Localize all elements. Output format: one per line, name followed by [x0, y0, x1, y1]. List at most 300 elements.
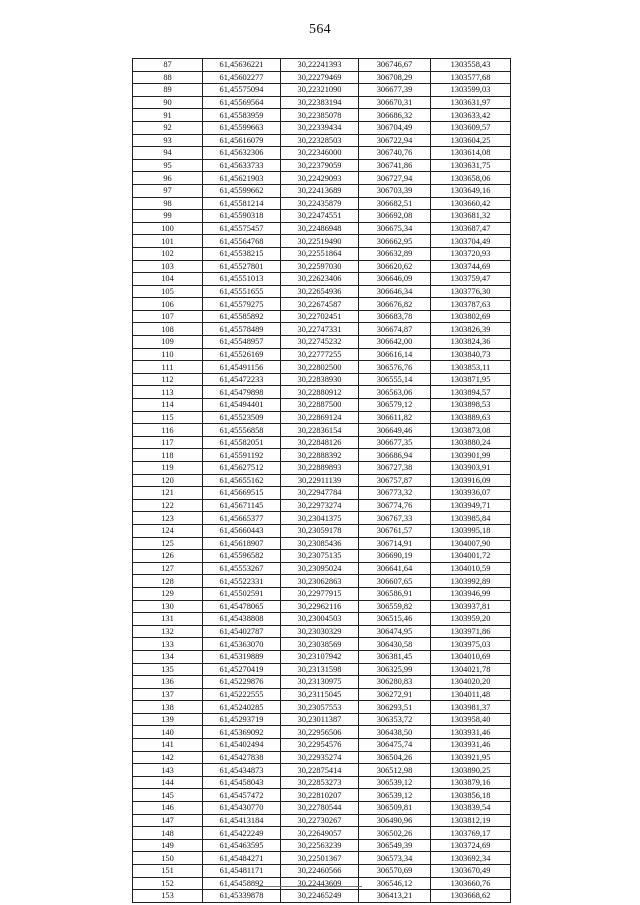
- latitude-cell: 61,45618907: [203, 537, 281, 550]
- x-coordinate-cell: 306474,95: [359, 625, 431, 638]
- y-coordinate-cell: 1303687,47: [431, 222, 511, 235]
- y-coordinate-cell: 1303670,49: [431, 865, 511, 878]
- latitude-cell: 61,45523509: [203, 411, 281, 424]
- latitude-cell: 61,45616079: [203, 134, 281, 147]
- point-number-cell: 124: [133, 524, 203, 537]
- longitude-cell: 30,23004503: [281, 613, 359, 626]
- x-coordinate-cell: 306570,69: [359, 865, 431, 878]
- x-coordinate-cell: 306683,78: [359, 310, 431, 323]
- longitude-cell: 30,22780544: [281, 802, 359, 815]
- x-coordinate-cell: 306549,39: [359, 839, 431, 852]
- table-row: [133, 865, 511, 878]
- table-row: [133, 298, 511, 311]
- table-row: [133, 222, 511, 235]
- table-row: [133, 512, 511, 525]
- longitude-cell: 30,22869124: [281, 411, 359, 424]
- table-row: [133, 184, 511, 197]
- table-row: [133, 688, 511, 701]
- table-row: [133, 789, 511, 802]
- x-coordinate-cell: 306740,76: [359, 147, 431, 160]
- y-coordinate-cell: 1303839,54: [431, 802, 511, 815]
- y-coordinate-cell: 1303873,08: [431, 424, 511, 437]
- y-coordinate-cell: 1303759,47: [431, 273, 511, 286]
- point-number-cell: 92: [133, 121, 203, 134]
- x-coordinate-cell: 306413,21: [359, 890, 431, 903]
- y-coordinate-cell: 1303856,18: [431, 789, 511, 802]
- latitude-cell: 61,45270419: [203, 663, 281, 676]
- table-row: [133, 827, 511, 840]
- y-coordinate-cell: 1303599,03: [431, 84, 511, 97]
- table-row: [133, 524, 511, 537]
- x-coordinate-cell: 306620,62: [359, 260, 431, 273]
- longitude-cell: 30,22977915: [281, 587, 359, 600]
- x-coordinate-cell: 306757,87: [359, 474, 431, 487]
- latitude-cell: 61,45472233: [203, 373, 281, 386]
- x-coordinate-cell: 306727,94: [359, 172, 431, 185]
- point-number-cell: 88: [133, 71, 203, 84]
- latitude-cell: 61,45457472: [203, 789, 281, 802]
- y-coordinate-cell: 1304020,20: [431, 676, 511, 689]
- x-coordinate-cell: 306649,46: [359, 424, 431, 437]
- point-number-cell: 141: [133, 739, 203, 752]
- x-coordinate-cell: 306430,58: [359, 638, 431, 651]
- point-number-cell: 109: [133, 336, 203, 349]
- table-row: [133, 323, 511, 336]
- point-number-cell: 114: [133, 399, 203, 412]
- point-number-cell: 113: [133, 386, 203, 399]
- longitude-cell: 30,22460566: [281, 865, 359, 878]
- longitude-cell: 30,22623406: [281, 273, 359, 286]
- table-row: [133, 399, 511, 412]
- y-coordinate-cell: 1304010,59: [431, 562, 511, 575]
- longitude-cell: 30,22956506: [281, 726, 359, 739]
- x-coordinate-cell: 306646,09: [359, 273, 431, 286]
- latitude-cell: 61,45579275: [203, 298, 281, 311]
- latitude-cell: 61,45319889: [203, 650, 281, 663]
- x-coordinate-cell: 306703,39: [359, 184, 431, 197]
- point-number-cell: 115: [133, 411, 203, 424]
- point-number-cell: 89: [133, 84, 203, 97]
- latitude-cell: 61,45564768: [203, 235, 281, 248]
- longitude-cell: 30,23107942: [281, 650, 359, 663]
- y-coordinate-cell: 1303880,24: [431, 436, 511, 449]
- point-number-cell: 144: [133, 776, 203, 789]
- x-coordinate-cell: 306475,74: [359, 739, 431, 752]
- longitude-cell: 30,22745232: [281, 336, 359, 349]
- y-coordinate-cell: 1303631,75: [431, 159, 511, 172]
- y-coordinate-cell: 1303631,97: [431, 96, 511, 109]
- longitude-cell: 30,22747331: [281, 323, 359, 336]
- point-number-cell: 105: [133, 285, 203, 298]
- y-coordinate-cell: 1303776,30: [431, 285, 511, 298]
- point-number-cell: 117: [133, 436, 203, 449]
- footer-rule: [258, 886, 362, 887]
- latitude-cell: 61,45602277: [203, 71, 281, 84]
- x-coordinate-cell: 306502,26: [359, 827, 431, 840]
- x-coordinate-cell: 306722,94: [359, 134, 431, 147]
- table-row: [133, 310, 511, 323]
- x-coordinate-cell: 306682,51: [359, 197, 431, 210]
- table-row: [133, 134, 511, 147]
- latitude-cell: 61,45599662: [203, 184, 281, 197]
- y-coordinate-cell: 1303995,18: [431, 524, 511, 537]
- longitude-cell: 30,22465249: [281, 890, 359, 903]
- point-number-cell: 136: [133, 676, 203, 689]
- table-row: [133, 71, 511, 84]
- longitude-cell: 30,23041375: [281, 512, 359, 525]
- latitude-cell: 61,45222555: [203, 688, 281, 701]
- point-number-cell: 90: [133, 96, 203, 109]
- y-coordinate-cell: 1303769,17: [431, 827, 511, 840]
- latitude-cell: 61,45538215: [203, 247, 281, 260]
- point-number-cell: 94: [133, 147, 203, 160]
- x-coordinate-cell: 306662,95: [359, 235, 431, 248]
- latitude-cell: 61,45481171: [203, 865, 281, 878]
- point-number-cell: 134: [133, 650, 203, 663]
- table-row: [133, 436, 511, 449]
- point-number-cell: 106: [133, 298, 203, 311]
- table-row: [133, 273, 511, 286]
- longitude-cell: 30,23115045: [281, 688, 359, 701]
- y-coordinate-cell: 1304007,90: [431, 537, 511, 550]
- table-row: [133, 877, 511, 890]
- longitude-cell: 30,22519490: [281, 235, 359, 248]
- table-row: [133, 260, 511, 273]
- table-row: [133, 814, 511, 827]
- x-coordinate-cell: 306509,81: [359, 802, 431, 815]
- longitude-cell: 30,22563239: [281, 839, 359, 852]
- point-number-cell: 151: [133, 865, 203, 878]
- latitude-cell: 61,45655162: [203, 474, 281, 487]
- table-row: [133, 713, 511, 726]
- point-number-cell: 140: [133, 726, 203, 739]
- y-coordinate-cell: 1303916,09: [431, 474, 511, 487]
- table-row: [133, 890, 511, 903]
- longitude-cell: 30,22474551: [281, 210, 359, 223]
- longitude-cell: 30,22486948: [281, 222, 359, 235]
- x-coordinate-cell: 306690,19: [359, 550, 431, 563]
- latitude-cell: 61,45582051: [203, 436, 281, 449]
- x-coordinate-cell: 306676,82: [359, 298, 431, 311]
- point-number-cell: 93: [133, 134, 203, 147]
- y-coordinate-cell: 1303921,95: [431, 751, 511, 764]
- longitude-cell: 30,22880912: [281, 386, 359, 399]
- x-coordinate-cell: 306767,33: [359, 512, 431, 525]
- table-row: [133, 373, 511, 386]
- longitude-cell: 30,22836154: [281, 424, 359, 437]
- latitude-cell: 61,45585892: [203, 310, 281, 323]
- latitude-cell: 61,45575094: [203, 84, 281, 97]
- x-coordinate-cell: 306353,72: [359, 713, 431, 726]
- y-coordinate-cell: 1303949,71: [431, 499, 511, 512]
- point-number-cell: 98: [133, 197, 203, 210]
- table-row: [133, 650, 511, 663]
- y-coordinate-cell: 1303704,49: [431, 235, 511, 248]
- x-coordinate-cell: 306559,82: [359, 600, 431, 613]
- table-row: [133, 462, 511, 475]
- point-number-cell: 120: [133, 474, 203, 487]
- y-coordinate-cell: 1303992,89: [431, 575, 511, 588]
- y-coordinate-cell: 1303958,40: [431, 713, 511, 726]
- table-row: [133, 147, 511, 160]
- point-number-cell: 101: [133, 235, 203, 248]
- point-number-cell: 149: [133, 839, 203, 852]
- point-number-cell: 147: [133, 814, 203, 827]
- latitude-cell: 61,45427838: [203, 751, 281, 764]
- x-coordinate-cell: 306272,91: [359, 688, 431, 701]
- y-coordinate-cell: 1303853,11: [431, 361, 511, 374]
- latitude-cell: 61,45551655: [203, 285, 281, 298]
- y-coordinate-cell: 1303802,69: [431, 310, 511, 323]
- table-row: [133, 663, 511, 676]
- longitude-cell: 30,22385078: [281, 109, 359, 122]
- latitude-cell: 61,45402494: [203, 739, 281, 752]
- longitude-cell: 30,22962116: [281, 600, 359, 613]
- latitude-cell: 61,45458043: [203, 776, 281, 789]
- latitude-cell: 61,45434873: [203, 764, 281, 777]
- y-coordinate-cell: 1303975,03: [431, 638, 511, 651]
- longitude-cell: 30,22730267: [281, 814, 359, 827]
- longitude-cell: 30,22279469: [281, 71, 359, 84]
- x-coordinate-cell: 306576,76: [359, 361, 431, 374]
- y-coordinate-cell: 1303840,73: [431, 348, 511, 361]
- table-row: [133, 575, 511, 588]
- longitude-cell: 30,22911139: [281, 474, 359, 487]
- y-coordinate-cell: 1304021,78: [431, 663, 511, 676]
- x-coordinate-cell: 306579,12: [359, 399, 431, 412]
- longitude-cell: 30,22947784: [281, 487, 359, 500]
- point-number-cell: 135: [133, 663, 203, 676]
- longitude-cell: 30,22954576: [281, 739, 359, 752]
- table-row: [133, 550, 511, 563]
- coordinates-table-body: [133, 59, 511, 903]
- latitude-cell: 61,45671145: [203, 499, 281, 512]
- point-number-cell: 153: [133, 890, 203, 903]
- latitude-cell: 61,45479898: [203, 386, 281, 399]
- table-row: [133, 726, 511, 739]
- y-coordinate-cell: 1303787,63: [431, 298, 511, 311]
- point-number-cell: 119: [133, 462, 203, 475]
- longitude-cell: 30,22649057: [281, 827, 359, 840]
- table-row: [133, 424, 511, 437]
- latitude-cell: 61,45581214: [203, 197, 281, 210]
- table-row: [133, 751, 511, 764]
- latitude-cell: 61,45627512: [203, 462, 281, 475]
- latitude-cell: 61,45502591: [203, 587, 281, 600]
- y-coordinate-cell: 1303931,46: [431, 739, 511, 752]
- y-coordinate-cell: 1303614,08: [431, 147, 511, 160]
- latitude-cell: 61,45665377: [203, 512, 281, 525]
- x-coordinate-cell: 306646,34: [359, 285, 431, 298]
- table-row: [133, 172, 511, 185]
- y-coordinate-cell: 1303971,86: [431, 625, 511, 638]
- longitude-cell: 30,22379059: [281, 159, 359, 172]
- latitude-cell: 61,45293719: [203, 713, 281, 726]
- longitude-cell: 30,22973274: [281, 499, 359, 512]
- longitude-cell: 30,22848126: [281, 436, 359, 449]
- x-coordinate-cell: 306641,64: [359, 562, 431, 575]
- x-coordinate-cell: 306642,00: [359, 336, 431, 349]
- y-coordinate-cell: 1303901,99: [431, 449, 511, 462]
- table-row: [133, 676, 511, 689]
- coordinates-table: [132, 58, 511, 903]
- latitude-cell: 61,45590318: [203, 210, 281, 223]
- x-coordinate-cell: 306677,35: [359, 436, 431, 449]
- longitude-cell: 30,22241393: [281, 59, 359, 72]
- x-coordinate-cell: 306708,29: [359, 71, 431, 84]
- latitude-cell: 61,45369092: [203, 726, 281, 739]
- longitude-cell: 30,22321090: [281, 84, 359, 97]
- x-coordinate-cell: 306325,99: [359, 663, 431, 676]
- longitude-cell: 30,22702451: [281, 310, 359, 323]
- y-coordinate-cell: 1303931,46: [431, 726, 511, 739]
- x-coordinate-cell: 306741,86: [359, 159, 431, 172]
- latitude-cell: 61,45599663: [203, 121, 281, 134]
- point-number-cell: 146: [133, 802, 203, 815]
- x-coordinate-cell: 306686,32: [359, 109, 431, 122]
- x-coordinate-cell: 306546,12: [359, 877, 431, 890]
- table-row: [133, 802, 511, 815]
- latitude-cell: 61,45660443: [203, 524, 281, 537]
- x-coordinate-cell: 306563,06: [359, 386, 431, 399]
- table-row: [133, 159, 511, 172]
- latitude-cell: 61,45463595: [203, 839, 281, 852]
- point-number-cell: 99: [133, 210, 203, 223]
- longitude-cell: 30,23038569: [281, 638, 359, 651]
- x-coordinate-cell: 306539,12: [359, 789, 431, 802]
- table-row: [133, 449, 511, 462]
- point-number-cell: 143: [133, 764, 203, 777]
- x-coordinate-cell: 306675,34: [359, 222, 431, 235]
- latitude-cell: 61,45339878: [203, 890, 281, 903]
- latitude-cell: 61,45240285: [203, 701, 281, 714]
- table-row: [133, 839, 511, 852]
- point-number-cell: 150: [133, 852, 203, 865]
- latitude-cell: 61,45522331: [203, 575, 281, 588]
- x-coordinate-cell: 306704,49: [359, 121, 431, 134]
- y-coordinate-cell: 1303889,63: [431, 411, 511, 424]
- y-coordinate-cell: 1303692,34: [431, 852, 511, 865]
- table-row: [133, 59, 511, 72]
- point-number-cell: 142: [133, 751, 203, 764]
- longitude-cell: 30,22435879: [281, 197, 359, 210]
- table-row: [133, 235, 511, 248]
- table-row: [133, 84, 511, 97]
- latitude-cell: 61,45402787: [203, 625, 281, 638]
- latitude-cell: 61,45575457: [203, 222, 281, 235]
- longitude-cell: 30,22413689: [281, 184, 359, 197]
- x-coordinate-cell: 306677,39: [359, 84, 431, 97]
- longitude-cell: 30,22888392: [281, 449, 359, 462]
- y-coordinate-cell: 1303959,20: [431, 613, 511, 626]
- y-coordinate-cell: 1303724,69: [431, 839, 511, 852]
- x-coordinate-cell: 306586,91: [359, 587, 431, 600]
- longitude-cell: 30,22383194: [281, 96, 359, 109]
- y-coordinate-cell: 1303660,76: [431, 877, 511, 890]
- y-coordinate-cell: 1303812,19: [431, 814, 511, 827]
- latitude-cell: 61,45578489: [203, 323, 281, 336]
- latitude-cell: 61,45422249: [203, 827, 281, 840]
- longitude-cell: 30,22443609: [281, 877, 359, 890]
- latitude-cell: 61,45669515: [203, 487, 281, 500]
- point-number-cell: 96: [133, 172, 203, 185]
- longitude-cell: 30,22777255: [281, 348, 359, 361]
- table-row: [133, 487, 511, 500]
- x-coordinate-cell: 306504,26: [359, 751, 431, 764]
- latitude-cell: 61,45551013: [203, 273, 281, 286]
- latitude-cell: 61,45636221: [203, 59, 281, 72]
- table-row: [133, 109, 511, 122]
- x-coordinate-cell: 306515,46: [359, 613, 431, 626]
- y-coordinate-cell: 1303890,25: [431, 764, 511, 777]
- x-coordinate-cell: 306611,82: [359, 411, 431, 424]
- point-number-cell: 127: [133, 562, 203, 575]
- latitude-cell: 61,45527801: [203, 260, 281, 273]
- point-number-cell: 129: [133, 587, 203, 600]
- table-row: [133, 625, 511, 638]
- y-coordinate-cell: 1303824,36: [431, 336, 511, 349]
- point-number-cell: 148: [133, 827, 203, 840]
- latitude-cell: 61,45526169: [203, 348, 281, 361]
- x-coordinate-cell: 306674,87: [359, 323, 431, 336]
- y-coordinate-cell: 1303660,42: [431, 197, 511, 210]
- longitude-cell: 30,22935274: [281, 751, 359, 764]
- y-coordinate-cell: 1303826,39: [431, 323, 511, 336]
- point-number-cell: 116: [133, 424, 203, 437]
- y-coordinate-cell: 1303879,16: [431, 776, 511, 789]
- point-number-cell: 139: [133, 713, 203, 726]
- latitude-cell: 61,45591192: [203, 449, 281, 462]
- x-coordinate-cell: 306490,96: [359, 814, 431, 827]
- point-number-cell: 128: [133, 575, 203, 588]
- y-coordinate-cell: 1303658,06: [431, 172, 511, 185]
- y-coordinate-cell: 1303649,16: [431, 184, 511, 197]
- point-number-cell: 87: [133, 59, 203, 72]
- point-number-cell: 97: [133, 184, 203, 197]
- y-coordinate-cell: 1303871,95: [431, 373, 511, 386]
- longitude-cell: 30,22838930: [281, 373, 359, 386]
- x-coordinate-cell: 306438,50: [359, 726, 431, 739]
- y-coordinate-cell: 1303937,81: [431, 600, 511, 613]
- point-number-cell: 132: [133, 625, 203, 638]
- point-number-cell: 95: [133, 159, 203, 172]
- longitude-cell: 30,23085436: [281, 537, 359, 550]
- longitude-cell: 30,22339434: [281, 121, 359, 134]
- point-number-cell: 107: [133, 310, 203, 323]
- y-coordinate-cell: 1303681,32: [431, 210, 511, 223]
- x-coordinate-cell: 306746,67: [359, 59, 431, 72]
- y-coordinate-cell: 1303668,62: [431, 890, 511, 903]
- longitude-cell: 30,22887500: [281, 399, 359, 412]
- point-number-cell: 138: [133, 701, 203, 714]
- longitude-cell: 30,22810207: [281, 789, 359, 802]
- longitude-cell: 30,22501367: [281, 852, 359, 865]
- y-coordinate-cell: 1303894,57: [431, 386, 511, 399]
- latitude-cell: 61,45438808: [203, 613, 281, 626]
- table-row: [133, 852, 511, 865]
- longitude-cell: 30,22802500: [281, 361, 359, 374]
- x-coordinate-cell: 306381,45: [359, 650, 431, 663]
- table-row: [133, 197, 511, 210]
- y-coordinate-cell: 1303744,69: [431, 260, 511, 273]
- table-row: [133, 361, 511, 374]
- latitude-cell: 61,45553267: [203, 562, 281, 575]
- latitude-cell: 61,45621903: [203, 172, 281, 185]
- table-row: [133, 587, 511, 600]
- x-coordinate-cell: 306280,83: [359, 676, 431, 689]
- y-coordinate-cell: 1303946,99: [431, 587, 511, 600]
- longitude-cell: 30,23059178: [281, 524, 359, 537]
